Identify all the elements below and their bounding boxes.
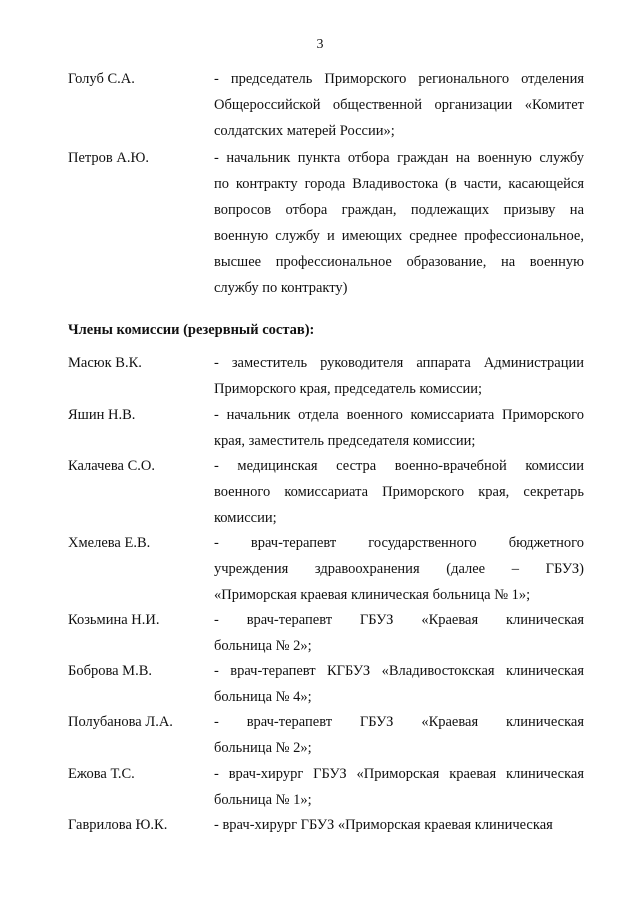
member-name: Ежова Т.С. (68, 766, 135, 782)
page-number: 3 (316, 37, 324, 52)
member-name: Боброва М.В. (68, 663, 152, 679)
member-name: Гаврилова Ю.К. (68, 817, 168, 833)
member-role (214, 709, 584, 761)
role-line: - председатель Приморского регионального отделения (214, 71, 584, 87)
member-name: Петров А.Ю. (68, 150, 150, 166)
member-name: Хмелева Е.В. (68, 535, 151, 551)
role-line: Приморского края, председатель комиссии; (214, 381, 483, 397)
role-line: службу по контракту) (214, 280, 348, 296)
member-role (214, 530, 584, 608)
member-role (214, 402, 584, 454)
role-line: военную службу и имеющих среднее профессиональное, (214, 228, 584, 244)
role-line: больница № 2»; (214, 638, 312, 654)
role-line: высшее профессиональное образование, на военную (214, 254, 584, 270)
role-line: - врач-терапевт ГБУЗ «Краевая клиническая (214, 714, 584, 730)
member-role (214, 66, 584, 144)
role-line: - медицинская сестра военно-врачебной комиссии (214, 458, 584, 474)
role-line: края, заместитель председателя комиссии; (214, 433, 476, 449)
member-role (214, 350, 584, 402)
member-role (214, 453, 584, 531)
reserve-heading: Члены комиссии (резервный состав): (68, 322, 315, 338)
member-role (214, 761, 584, 813)
role-line: - врач-терапевт государственного бюджетного (214, 535, 584, 551)
role-line: больница № 2»; (214, 740, 312, 756)
role-line: солдатских матерей России»; (214, 123, 395, 139)
role-line: - врач-хирург ГБУЗ «Приморская краевая клиническая (214, 817, 553, 833)
role-line: - врач-терапевт КГБУЗ «Владивостокская клиническая (214, 663, 584, 679)
role-line: больница № 1»; (214, 792, 312, 808)
member-role (214, 812, 584, 838)
member-name: Калачева С.О. (68, 458, 155, 474)
role-line: - врач-терапевт ГБУЗ «Краевая клиническая (214, 612, 584, 628)
member-role (214, 658, 584, 710)
member-name: Полубанова Л.А. (68, 714, 173, 730)
role-line: больница № 4»; (214, 689, 312, 705)
role-line: учреждения здравоохранения (далее – ГБУЗ) (214, 561, 584, 577)
role-line: - начальник отдела военного комиссариата Приморского (214, 407, 584, 423)
member-role (214, 607, 584, 659)
role-line: по контракту города Владивостока (в части, касающейся (214, 176, 584, 192)
member-role (214, 145, 584, 301)
role-line: комиссии; (214, 510, 277, 526)
role-line: военного комиссариата Приморского края, секретарь (214, 484, 584, 500)
member-name: Козьмина Н.И. (68, 612, 160, 628)
role-line: вопросов отбора граждан, подлежащих призыву на (214, 202, 584, 218)
role-line: - заместитель руководителя аппарата Администрации (214, 355, 584, 371)
member-name: Масюк В.К. (68, 355, 142, 371)
role-line: - врач-хирург ГБУЗ «Приморская краевая клиническая (214, 766, 584, 782)
member-name: Яшин Н.В. (68, 407, 136, 423)
role-line: Общероссийской общественной организации «Комитет (214, 97, 584, 113)
role-line: «Приморская краевая клиническая больница № 1»; (214, 587, 531, 603)
member-name: Голуб С.А. (68, 71, 135, 87)
role-line: - начальник пункта отбора граждан на военную службу (214, 150, 584, 166)
